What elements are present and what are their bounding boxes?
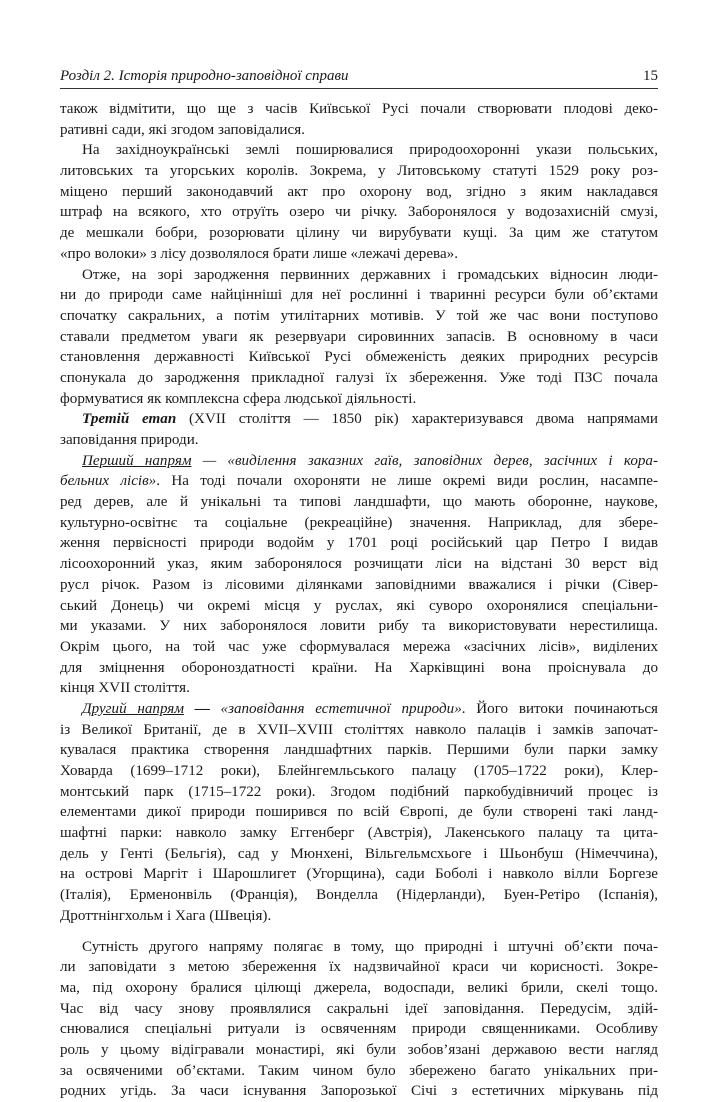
text-span: бельних лісів» <box>60 473 157 490</box>
text-line <box>60 720 658 741</box>
text-span: ли заповідати з метою збереження їх надзвичайної краси чи корисності. Зокре- <box>60 959 658 976</box>
text-line <box>60 389 658 410</box>
text-span: Сутність другого напряму полягає в тому, що природні і штучні об’єкти поча- <box>82 938 658 955</box>
text-span: кінця XVII століття. <box>60 680 190 697</box>
text-span: родних угідь. За часи існування Запорозької Січі з естетичних міркувань під <box>60 1083 658 1100</box>
text-span: (XVII століття — 1850 рік) характеризувався двома напрямами <box>176 411 658 428</box>
text-span: на острові Маргіт і Шарошлигет (Угорщина), сади Боболі і навколо вілли Боргезе <box>60 866 658 883</box>
text-line <box>60 347 658 368</box>
text-line <box>60 823 658 844</box>
text-line <box>60 513 658 534</box>
text-line <box>60 554 658 575</box>
text-span: кувалася практика створення ландшафтних парків. Першими були парки замку <box>60 742 658 759</box>
text-line <box>60 533 658 554</box>
text-span: — «виділення заказних гаїв, заповідних дерев, засічних і кора- <box>191 452 658 469</box>
text-span: міщено перший законодавчий акт про охорону вод, згідно з яким накладався <box>60 183 658 200</box>
text-span: «про волоки» з лісу дозволялося брати лише «лежачі дерева». <box>60 245 458 262</box>
text-line <box>60 575 658 596</box>
text-span: Окрім цього, на той час уже сформувалася мережа «засічних лісів», виділених <box>60 638 658 655</box>
text-span: — <box>183 700 221 717</box>
text-span: «заповідання естетичної природи» <box>220 700 462 717</box>
text-line <box>60 616 658 637</box>
text-span: Ховарда (1699–1712 роки), Блейнгемльського палацу (1705–1722 роки), Клер- <box>60 763 658 779</box>
text-span: для зміцнення обороноздатності країни. На Харківщині вона проіснувала до <box>60 659 658 676</box>
text-line <box>60 1061 658 1082</box>
text-span: штраф на всякого, хто отруїть озеро чи річку. Заборонялося у водозахисній смузі, <box>60 204 658 221</box>
text-line <box>60 699 658 720</box>
text-line <box>60 999 658 1020</box>
text-line <box>60 864 658 885</box>
text-span: формуватися як комплексна сфера людської діяльності. <box>60 390 417 407</box>
text-line <box>60 409 658 430</box>
running-header <box>60 66 658 89</box>
text-line <box>60 906 658 927</box>
text-span: ставали предметом уваги як резервуари сировинних запасів. В основному в часи <box>60 328 658 345</box>
paragraph-gap <box>60 927 658 937</box>
text-span: культурно-освітнє та соціальне (рекреаційне) значення. Наприклад, для збере- <box>60 514 658 531</box>
text-line <box>60 802 658 823</box>
text-line <box>60 140 658 161</box>
text-line <box>60 740 658 761</box>
text-line <box>60 978 658 999</box>
text-span: Другий напрям <box>82 700 184 717</box>
text-line <box>60 492 658 513</box>
text-line <box>60 161 658 182</box>
text-line <box>60 182 658 203</box>
text-line <box>60 761 658 782</box>
text-span: монтський парк (1715–1722 роки). Згодом подібний паркобудівничий процес із <box>60 783 658 800</box>
text-span: Отже, на зорі зародження первинних державних і громадських відносин люди- <box>82 266 658 283</box>
body-text <box>60 99 658 1102</box>
text-span: . Його витоки починаються <box>461 700 658 717</box>
text-span: дель у Генті (Бельгія), сад у Мюнхені, Вільгельмсхьоге і Шьонбуш (Німеччина), <box>60 845 658 862</box>
chapter-title: Розділ 2. Історія природно-заповідної справи <box>60 68 349 84</box>
text-line <box>60 1019 658 1040</box>
text-span: ми указами. У них заборонялося ловити рибу та використовувати нерестилища. <box>60 618 658 635</box>
text-line <box>60 202 658 223</box>
text-span: ський Донець) чи окремі місця у руслах, які суворо охоронялися спеціальни- <box>60 597 658 614</box>
text-span: . На тоді почали охороняти не лише окремі види рослин, насампе- <box>156 473 659 490</box>
text-span: роль у цьому відігравали монастирі, які були зобов’язані державою вести нагляд <box>60 1041 658 1058</box>
text-span: Дроттнінгхольм і Хага (Швеція). <box>60 907 272 924</box>
text-span: становлення державності Київської Русі обмеженість деяких природних ресурсів <box>60 349 658 366</box>
text-span: де мешкали бобри, розорювати цілину чи вирубувати кущі. За цим же статутом <box>60 225 658 242</box>
text-span: ни до природи саме найцінніші для неї рослинні і тваринні ресурси були об’єктами <box>60 287 658 304</box>
text-line <box>60 844 658 865</box>
text-line <box>60 265 658 286</box>
text-line <box>60 957 658 978</box>
text-span: ма, під охорону бралися цілющі джерела, водоспади, великі брили, скелі тощо. <box>60 979 658 996</box>
text-span: шафтні парки: навколо замку Еггенберг (Австрія), Лакенського палацу та цита- <box>60 825 658 842</box>
text-span: спочатку сакральних, а потім утилітарних мотивів. У той же час вони поступово <box>60 307 658 324</box>
text-span: із Великої Британії, де в XVII–XVIII століттях навколо палаців і замків започат- <box>60 721 658 738</box>
text-line <box>60 658 658 679</box>
text-span: за освяченими об’єктами. Таким чином було збережено багато унікальних при- <box>60 1062 658 1079</box>
text-line <box>60 327 658 348</box>
text-span: заповідання природи. <box>60 432 199 448</box>
page-number: 15 <box>643 68 658 84</box>
text-line <box>60 120 658 141</box>
text-span: також відмітити, що ще з часів Київської Русі почали створювати плодові деко- <box>60 101 658 117</box>
text-line <box>60 885 658 906</box>
text-span: Перший напрям <box>82 452 192 469</box>
text-span: Третій етап <box>82 411 177 428</box>
text-span: ред дерев, але й унікальні та типові ландшафти, що мають оборонне, наукове, <box>60 494 658 511</box>
text-line <box>60 471 658 492</box>
text-span: На західноукраїнські землі поширювалися природоохоронні укази польських, <box>82 142 658 159</box>
text-line <box>60 244 658 265</box>
text-span: русл річок. Разом із лісовими ділянками заповідними вважалися і річки (Сівер- <box>60 576 658 593</box>
text-line <box>60 1040 658 1061</box>
text-line <box>60 596 658 617</box>
text-span: ративні сади, які згодом заповідалися. <box>60 121 305 138</box>
text-span: литовських та угорських королів. Зокрема, у Литовському статуті 1529 року роз- <box>60 163 658 180</box>
text-line <box>60 637 658 658</box>
text-line <box>60 368 658 389</box>
text-span: (Італія), Ерменонвіль (Франція), Вонделла (Нідерланди), Буен-Ретіро (Іспанія), <box>60 887 658 904</box>
text-line <box>60 782 658 803</box>
text-line <box>60 1081 658 1102</box>
text-line <box>60 223 658 244</box>
text-span: Час від часу знову проявлялися сакральні ідеї заповідання. Передусім, здій- <box>60 1000 658 1017</box>
text-line <box>60 937 658 958</box>
text-span: елементами дикої природи поширився по всій Європі, де були створені такі ланд- <box>60 804 658 821</box>
text-line <box>60 451 658 472</box>
text-line <box>60 99 658 120</box>
text-line <box>60 430 658 451</box>
text-line <box>60 285 658 306</box>
text-span: ження первісності природи водойм у 1701 році російський цар Петро I видав <box>60 535 658 552</box>
text-span: лісоохоронний указ, яким заборонялося розчищати ліси на відстані 30 верст від <box>60 556 658 573</box>
text-line <box>60 678 658 699</box>
text-span: снювалися спеціальні ритуали із освяченням природи священниками. Особливу <box>60 1021 658 1038</box>
text-span: спонукала до зародження прикладної галузі їх збереження. Уже тоді ПЗС почала <box>60 369 658 386</box>
text-line <box>60 306 658 327</box>
